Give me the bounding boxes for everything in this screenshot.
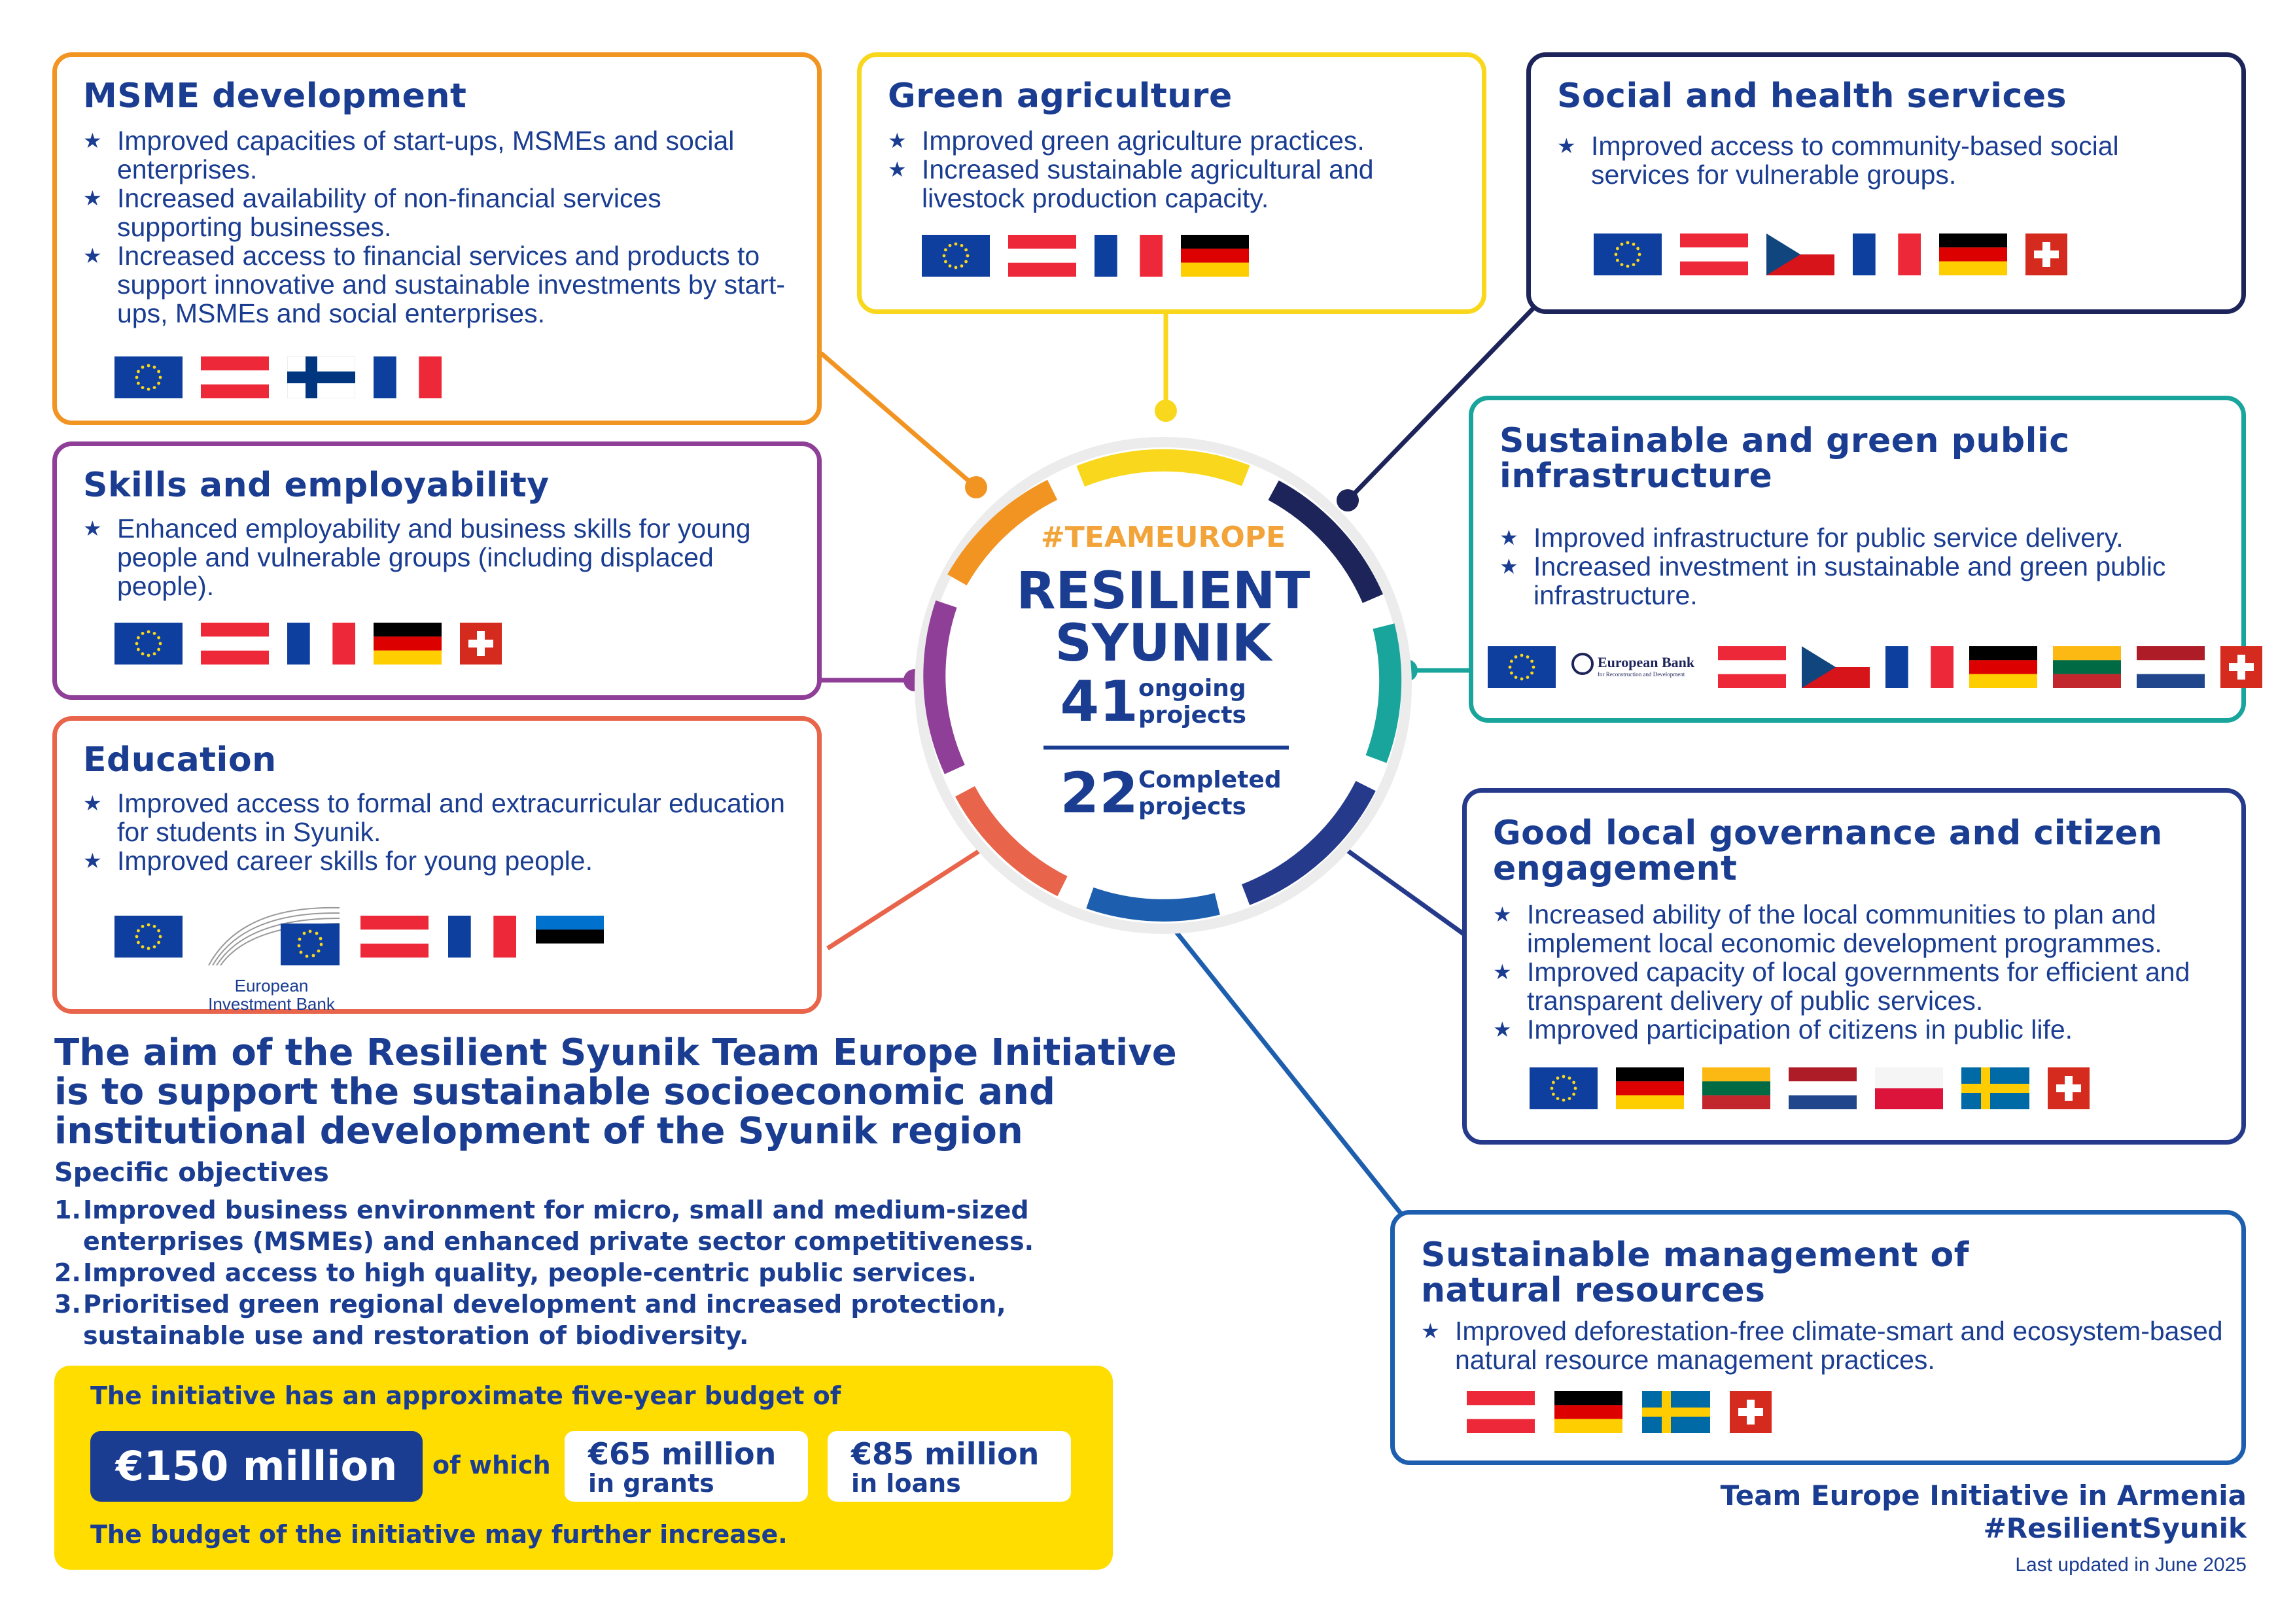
card-public-infrastructure	[1469, 396, 2246, 723]
card-education	[52, 716, 822, 1014]
budget-of-which: of which	[432, 1451, 551, 1479]
germany-flag	[1939, 233, 2007, 275]
list-item: ★ Improved access to community-based social services for vulnerable groups.	[1557, 131, 2211, 189]
objective-text: Improved business environment for micro, small and medium-sized enterprises (MSMEs) and enhanced private sector competitiveness.	[83, 1196, 1034, 1256]
austria-flag	[1680, 233, 1748, 275]
austria-flag	[360, 916, 429, 958]
czechia-flag	[1766, 233, 1834, 275]
card-title-line1: Sustainable management of	[1421, 1235, 1969, 1275]
estonia-flag	[536, 916, 604, 958]
austria-flag	[1008, 235, 1076, 277]
objective-number: 1.	[54, 1196, 81, 1224]
france-flag	[374, 356, 442, 398]
sweden-flag	[1642, 1391, 1710, 1433]
card-title: Education	[83, 740, 277, 780]
card-social-health	[1526, 52, 2246, 314]
lithuania-flag	[1702, 1067, 1770, 1109]
eu-flag	[114, 356, 183, 398]
card-skills-employability	[52, 441, 822, 700]
switzerland-flag	[460, 623, 502, 665]
card-title: MSME development	[83, 77, 467, 116]
eu-flag	[1488, 646, 1556, 688]
dot-msme	[965, 476, 987, 498]
france-flag	[1853, 233, 1921, 275]
france-flag	[1095, 235, 1163, 277]
france-flag	[287, 623, 355, 665]
eu-flag	[922, 235, 990, 277]
netherlands-flag	[1789, 1067, 1857, 1109]
budget-loans	[828, 1431, 1071, 1502]
germany-flag	[374, 623, 442, 665]
finland-flag	[287, 356, 355, 398]
ongoing-count: 41	[1060, 669, 1138, 734]
czechia-flag	[1802, 646, 1870, 688]
objective-text: Improved access to high quality, people-centric public services.	[83, 1258, 977, 1287]
list-item: ★ Improved participation of citizens in public life.	[1493, 1015, 2226, 1044]
card-title: Social and health services	[1557, 77, 2067, 116]
ebrd-logo	[1571, 646, 1702, 688]
austria-flag	[1467, 1391, 1535, 1433]
list-item: ★ Increased access to financial services and products to support innovative and sustainable investments by start-ups, MSMEs and social enterprises.	[83, 241, 790, 328]
germany-flag	[1554, 1391, 1622, 1433]
switzerland-flag	[2025, 233, 2067, 275]
center-title-line2: SYUNIK	[1055, 614, 1272, 673]
budget-note: The budget of the initiative may further increase.	[90, 1520, 788, 1549]
list-item: ★ Improved capacity of local governments for efficient and transparent delivery of public services.	[1493, 958, 2226, 1015]
germany-flag	[1969, 646, 2037, 688]
aim-line1: The aim of the Resilient Syunik Team Europe Initiative	[54, 1031, 1177, 1074]
objectives-list	[54, 1194, 1068, 1351]
completed-label-1: Completed	[1138, 767, 1282, 793]
loans-amount: €85 million	[851, 1436, 1040, 1472]
france-flag	[448, 916, 516, 958]
eu-flag	[1530, 1067, 1598, 1109]
eu-flag	[1594, 233, 1662, 275]
budget-total: €150 million	[90, 1431, 423, 1502]
card-title-line1: Sustainable and green public	[1499, 421, 2070, 460]
list-item: ★ Improved infrastructure for public service delivery.	[1499, 523, 2219, 552]
completed-count: 22	[1060, 761, 1138, 826]
list-item: ★ Improved green agriculture practices.	[888, 126, 1463, 155]
eib-logo	[202, 901, 341, 1014]
center-title-line1: RESILIENT	[1016, 562, 1310, 621]
footer-hashtag: #ResilientSyunik	[1983, 1512, 2247, 1544]
card-title-line2: infrastructure	[1499, 457, 1773, 496]
dot-social	[1337, 489, 1359, 511]
eu-flag	[114, 916, 183, 958]
netherlands-flag	[2137, 646, 2205, 688]
aim-line2: is to support the sustainable socioeconomic and	[54, 1071, 1055, 1113]
list-item: ★ Increased availability of non-financial services supporting businesses.	[83, 184, 790, 241]
switzerland-flag	[2048, 1067, 2090, 1109]
budget-panel	[54, 1366, 1113, 1570]
germany-flag	[1181, 235, 1249, 277]
ebrd-label: European Bank	[1598, 654, 1695, 670]
footer-line1: Team Europe Initiative in Armenia	[1720, 1479, 2247, 1512]
list-item: ★ Increased sustainable agricultural and livestock production capacity.	[888, 155, 1463, 213]
loans-label: in loans	[851, 1469, 961, 1498]
card-title-line2: natural resources	[1421, 1271, 1766, 1310]
list-item: ★ Enhanced employability and business skills for young people and vulnerable groups (including displaced people).	[83, 514, 790, 600]
aim-line3: institutional development of the Syunik region	[54, 1110, 1023, 1152]
dot-agri	[1155, 400, 1177, 422]
objective-text: Prioritised green regional development and increased protection, sustainable use and restoration of biodiversity.	[83, 1290, 1006, 1350]
budget-intro: The initiative has an approximate five-year budget of	[90, 1381, 841, 1410]
ongoing-label-2: projects	[1138, 702, 1246, 729]
card-title: Skills and employability	[83, 466, 550, 505]
eib-label-line1: European	[234, 976, 309, 995]
grants-amount: €65 million	[588, 1436, 777, 1472]
last-updated: Last updated in June 2025	[2015, 1554, 2247, 1576]
germany-flag	[1616, 1067, 1684, 1109]
card-title-line1: Good local governance and citizen	[1493, 814, 2163, 853]
teameurope-hashtag: #TEAMEUROPE	[1040, 521, 1286, 554]
list-item: ★ Improved deforestation-free climate-smart and ecosystem-based natural resource management practices.	[1421, 1317, 2226, 1374]
austria-flag	[201, 623, 269, 665]
card-local-governance	[1462, 788, 2246, 1145]
objective-item	[54, 1288, 1068, 1351]
ongoing-label-1: ongoing	[1138, 675, 1246, 702]
list-item: ★ Improved career skills for young people.	[83, 846, 790, 875]
poland-flag	[1875, 1067, 1943, 1109]
completed-label-2: projects	[1138, 793, 1246, 820]
lithuania-flag	[2053, 646, 2121, 688]
objective-item	[54, 1257, 1068, 1288]
card-title-line2: engagement	[1493, 849, 1738, 888]
sweden-flag	[1961, 1067, 2029, 1109]
card-natural-resources	[1390, 1210, 2246, 1465]
card-msme-development	[52, 52, 822, 425]
objectives-heading: Specific objectives	[54, 1158, 329, 1188]
card-title: Green agriculture	[888, 77, 1233, 116]
switzerland-flag	[1730, 1391, 1772, 1433]
list-item: ★ Increased ability of the local communities to plan and implement local economic development programmes.	[1493, 900, 2226, 958]
france-flag	[1885, 646, 1953, 688]
objective-number: 3.	[54, 1290, 81, 1319]
ebrd-sublabel: for Reconstruction and Development	[1598, 671, 1685, 678]
objective-item	[54, 1194, 1068, 1257]
list-item: ★ Improved capacities of start-ups, MSMEs and social enterprises.	[83, 126, 790, 184]
austria-flag	[201, 356, 269, 398]
switzerland-flag	[2220, 646, 2262, 688]
austria-flag	[1718, 646, 1786, 688]
grants-label: in grants	[588, 1469, 714, 1498]
eu-flag	[114, 623, 183, 665]
card-green-agriculture	[857, 52, 1486, 314]
list-item: ★ Increased investment in sustainable and green public infrastructure.	[1499, 552, 2219, 610]
list-item: ★ Improved access to formal and extracurricular education for students in Syunik.	[83, 789, 790, 846]
eib-label-line2: Investment Bank	[208, 994, 335, 1014]
budget-grants	[565, 1431, 808, 1502]
aim-statement	[54, 1033, 1232, 1151]
objective-number: 2.	[54, 1258, 81, 1287]
